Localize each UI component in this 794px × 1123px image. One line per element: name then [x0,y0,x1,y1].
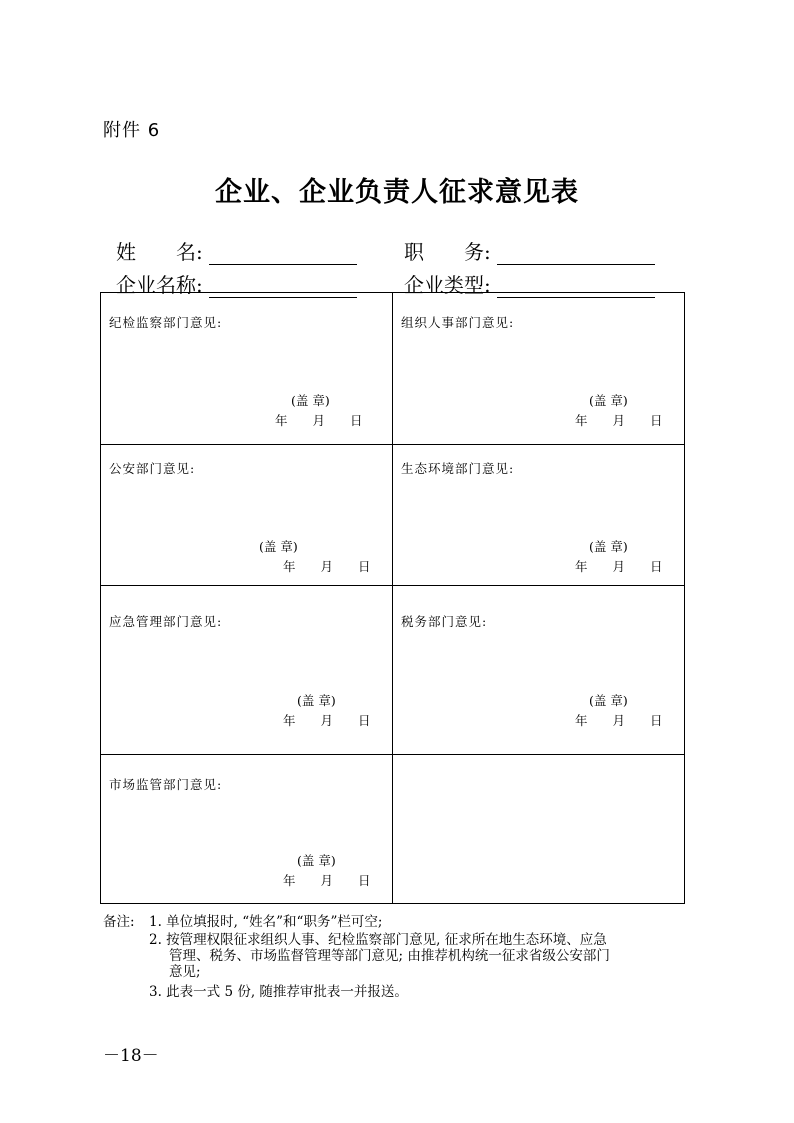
cell-label: 纪检监察部门意见: [109,315,223,330]
date-text: 年 月 日 [275,413,363,428]
page-number: －18－ [103,1046,159,1066]
seal-text: (盖 章) [589,393,628,408]
date-text: 年 月 日 [283,559,371,574]
date-text: 年 月 日 [575,713,663,728]
attachment-label: 附件 6 [103,120,161,141]
opinion-table [100,292,685,904]
seal-text: (盖 章) [589,539,628,554]
date-text: 年 月 日 [283,713,371,728]
company-label: 企业名称: [116,273,203,297]
position-field [404,236,655,265]
seal-text: (盖 章) [589,693,628,708]
cell-public-security[interactable] [101,445,392,585]
type-label: 企业类型: [404,273,491,297]
name-input-line[interactable] [209,244,357,265]
seal-text: (盖 章) [297,853,336,868]
cell-label: 税务部门意见: [401,614,488,629]
position-label: 职 务: [404,240,491,264]
note-item-1: 1. 单位填报时, “姓名”和“职务”栏可空; [149,914,383,930]
note-item-2-continued: 管理、税务、市场监督管理等部门意见; 由推荐机构统一征求省级公安部门 [169,948,610,964]
date-text: 年 月 日 [575,559,663,574]
cell-label: 市场监管部门意见: [109,777,223,792]
cell-ecology-environment[interactable] [393,445,685,585]
cell-empty [393,755,685,903]
cell-emergency-management[interactable] [101,586,392,754]
seal-text: (盖 章) [291,393,330,408]
cell-label: 公安部门意见: [109,461,196,476]
cell-label: 组织人事部门意见: [401,315,515,330]
cell-taxation[interactable] [393,586,685,754]
name-label: 姓 名: [116,240,203,264]
note-item-2: 2. 按管理权限征求组织人事、纪检监察部门意见, 征求所在地生态环境、应急 [149,932,607,948]
cell-market-supervision[interactable] [101,755,392,903]
cell-label: 生态环境部门意见: [401,461,515,476]
name-field [116,236,357,265]
date-text: 年 月 日 [575,413,663,428]
cell-label: 应急管理部门意见: [109,614,223,629]
cell-organization-personnel[interactable] [393,293,685,444]
cell-discipline-inspection[interactable] [101,293,392,444]
date-text: 年 月 日 [283,873,371,888]
note-item-2-continued: 意见; [169,964,201,980]
seal-text: (盖 章) [297,693,336,708]
note-item-3: 3. 此表一式 5 份, 随推荐审批表一并报送。 [149,984,408,1000]
form-title: 企业、企业负责人征求意见表 [215,177,579,208]
position-input-line[interactable] [497,244,655,265]
notes-heading: 备注: [103,914,135,930]
seal-text: (盖 章) [259,539,298,554]
